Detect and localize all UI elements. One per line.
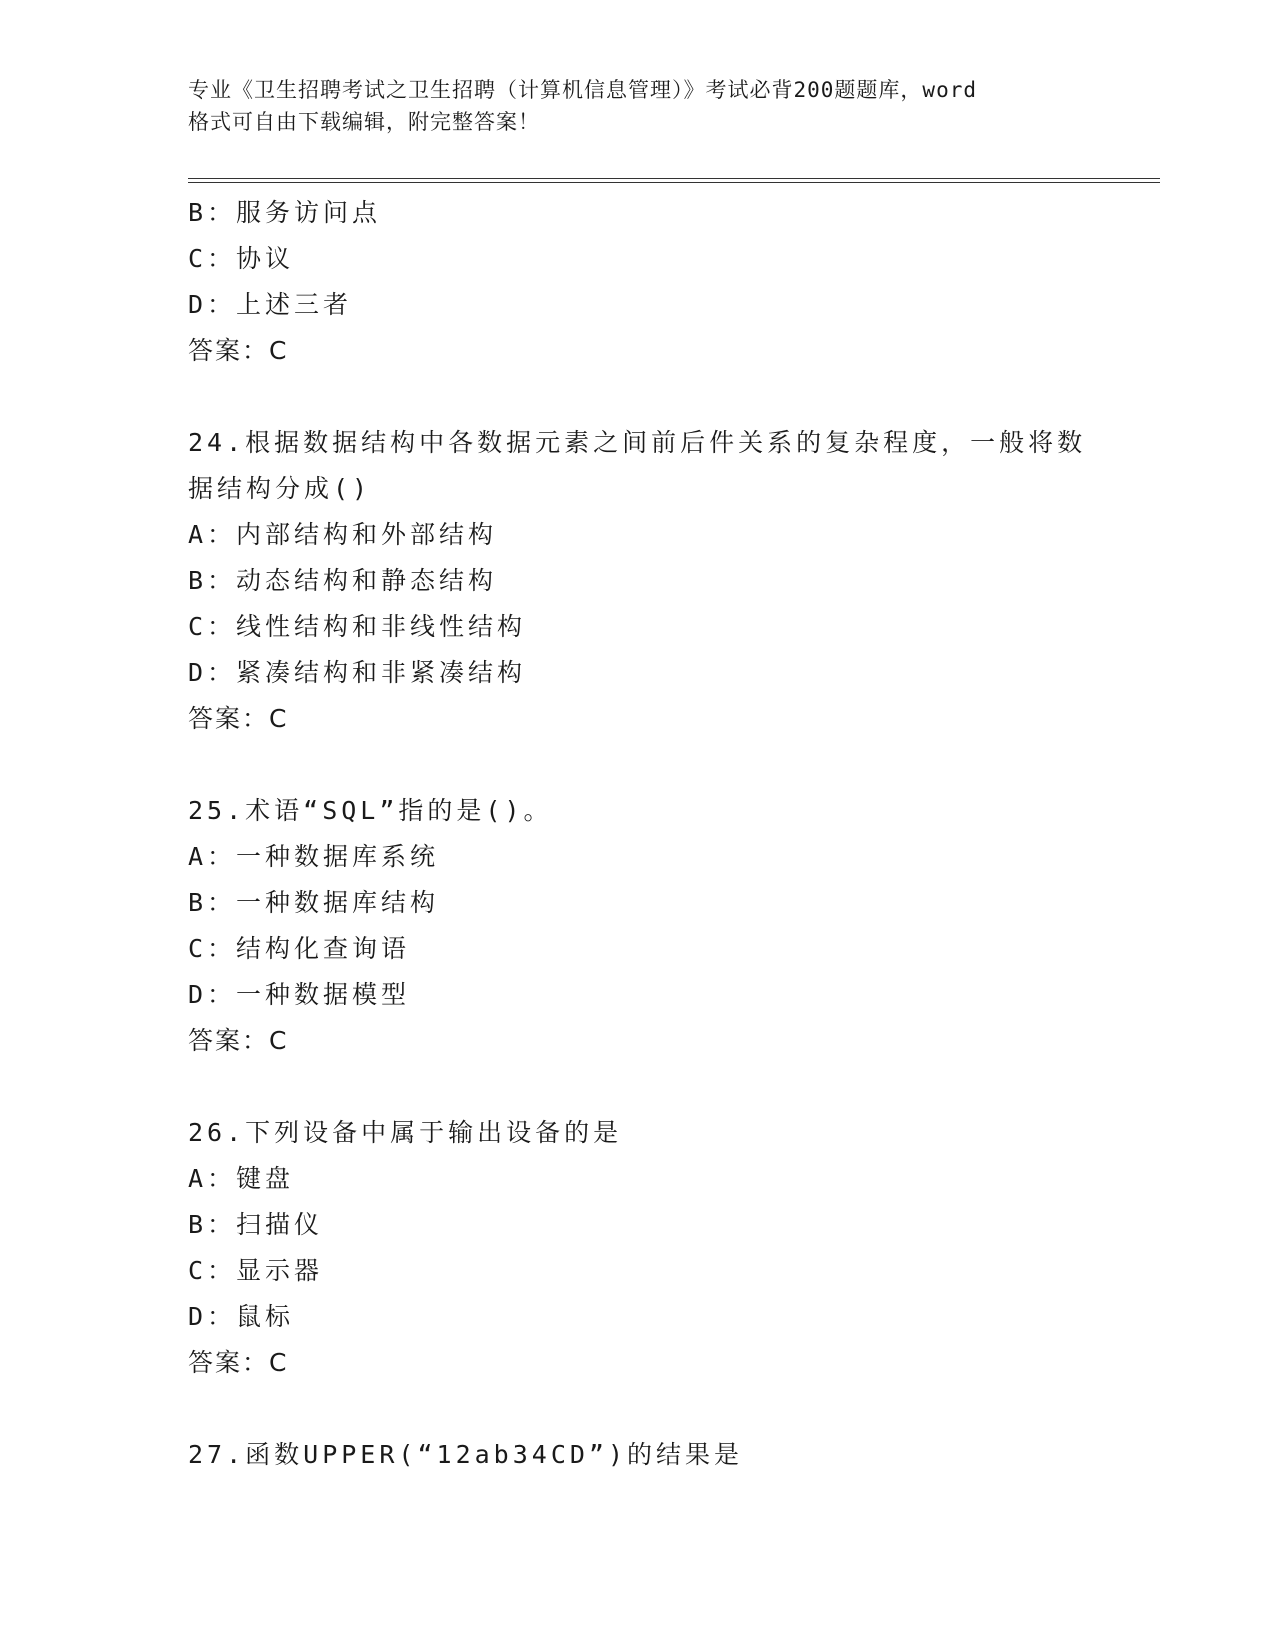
option-d: D：紧凑结构和非紧凑结构	[188, 658, 527, 687]
question-text: 26.下列设备中属于输出设备的是	[188, 1118, 623, 1147]
question-23-continued	[188, 190, 1088, 374]
question-26	[188, 1110, 1088, 1386]
document-header	[188, 74, 1088, 138]
header-line-1: 专业《卫生招聘考试之卫生招聘（计算机信息管理）》考试必背200题题库，word	[188, 78, 977, 102]
option-d: D：鼠标	[188, 1302, 295, 1331]
option-c: C：线性结构和非线性结构	[188, 612, 527, 641]
option-c: C：协议	[188, 244, 295, 273]
question-text: 27.函数UPPER(“12ab34CD”)的结果是	[188, 1440, 744, 1469]
question-24	[188, 420, 1088, 742]
question-27	[188, 1432, 1088, 1478]
option-a: A：键盘	[188, 1164, 295, 1193]
option-a: A：内部结构和外部结构	[188, 520, 498, 549]
option-c: C：结构化查询语	[188, 934, 411, 963]
answer: 答案：C	[188, 336, 289, 365]
option-a: A：一种数据库系统	[188, 842, 440, 871]
answer: 答案：C	[188, 1026, 289, 1055]
question-text: 25.术语“SQL”指的是()。	[188, 796, 553, 825]
option-b: B：动态结构和静态结构	[188, 566, 498, 595]
header-divider-top	[188, 178, 1160, 179]
option-c: C：显示器	[188, 1256, 324, 1285]
answer: 答案：C	[188, 704, 289, 733]
option-d: D：上述三者	[188, 290, 353, 319]
question-text: 24.根据数据结构中各数据元素之间前后件关系的复杂程度，一般将数	[188, 428, 1087, 457]
question-text: 据结构分成()	[188, 474, 372, 503]
option-d: D：一种数据模型	[188, 980, 411, 1009]
question-list	[188, 190, 1088, 1478]
header-divider-bottom	[188, 182, 1160, 183]
answer: 答案：C	[188, 1348, 289, 1377]
question-25	[188, 788, 1088, 1064]
option-b: B：服务访问点	[188, 198, 382, 227]
option-b: B：一种数据库结构	[188, 888, 440, 917]
header-line-2: 格式可自由下载编辑，附完整答案！	[188, 110, 540, 134]
option-b: B：扫描仪	[188, 1210, 324, 1239]
